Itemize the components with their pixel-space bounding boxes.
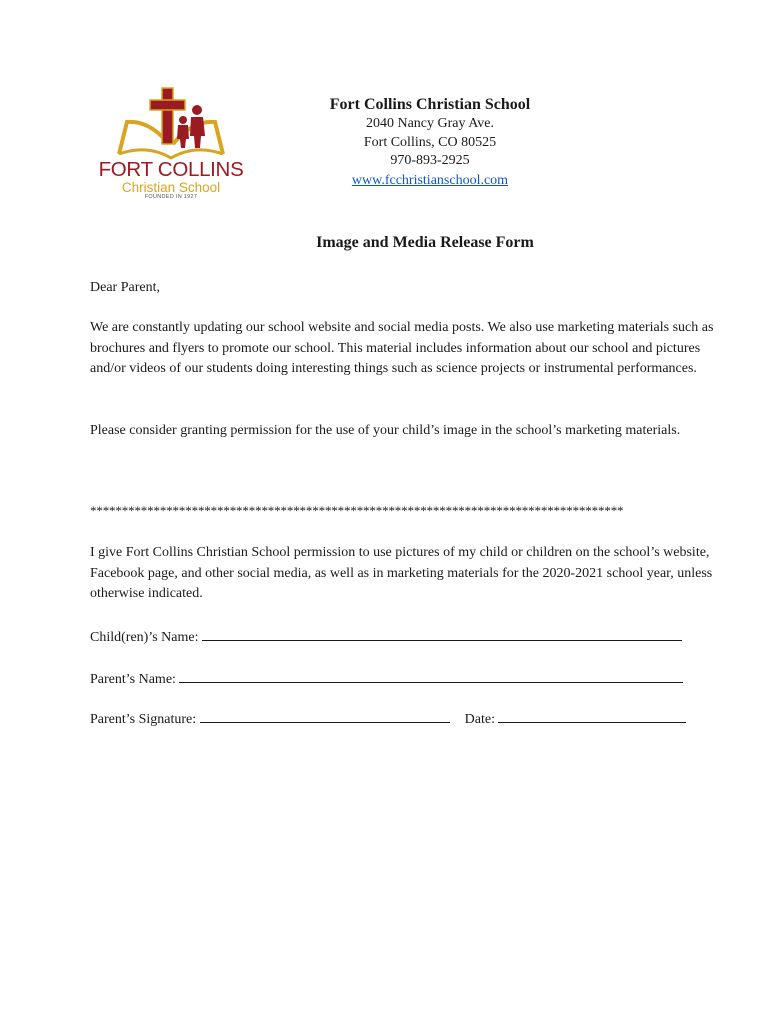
logo-book-base (119, 150, 223, 158)
logo-figure-child-body (177, 125, 189, 148)
intro-paragraph: We are constantly updating our school website and social media posts. We also use marketing materials such as brochures and flyers to promote our school. This material includes information about our school and pictures and/or videos of our students doing interesting things such as science projects or instrumental performances. (90, 320, 714, 377)
logo-wordmark: FORT COLLINS (98, 158, 244, 181)
signature-row (90, 708, 686, 728)
date-field[interactable] (498, 708, 686, 723)
parent-name-field[interactable] (179, 668, 683, 683)
children-name-label: Child(ren)’s Name: (90, 630, 199, 645)
phone-number: 970-893-2925 (390, 153, 470, 168)
signature-label: Parent’s Signature: (90, 712, 197, 727)
city-state-zip: Fort Collins, CO 80525 (363, 134, 497, 150)
parent-name-row (90, 668, 683, 688)
logo-founded-line: FOUNDED IN 1927 (144, 194, 198, 200)
school-logo (89, 84, 253, 204)
letterhead (270, 95, 590, 190)
website-link[interactable]: www.fcchristianschool.com (351, 172, 509, 188)
logo-subtitle: Christian School (121, 180, 221, 195)
date-label: Date: (464, 712, 495, 727)
logo-figure-child-head (179, 116, 187, 124)
greeting: Dear Parent, (90, 280, 160, 295)
logo-cross-vertical (162, 88, 173, 144)
signature-field[interactable] (200, 708, 450, 723)
school-name: Fort Collins Christian School (329, 96, 531, 113)
permission-paragraph: I give Fort Collins Christian School permission to use pictures of my child or children on the school’s website, Facebook page, and other social media, as well as in marketing materials for the 2020-2021 school year, unless otherwise indicated. (90, 545, 713, 602)
logo-emblem (89, 84, 253, 164)
form-title: Image and Media Release Form (316, 234, 534, 251)
separator-line: ************************************************************************************ (90, 503, 624, 518)
parent-name-label: Parent’s Name: (90, 672, 176, 687)
logo-cross-horizontal (150, 100, 185, 110)
logo-figure-adult-body (190, 117, 205, 148)
request-paragraph: Please consider granting permission for the use of your child’s image in the school’s marketing materials. (90, 423, 681, 438)
street-address: 2040 Nancy Gray Ave. (365, 116, 495, 131)
children-name-row (90, 626, 682, 646)
children-name-field[interactable] (202, 626, 682, 641)
logo-figure-adult-head (192, 105, 202, 115)
